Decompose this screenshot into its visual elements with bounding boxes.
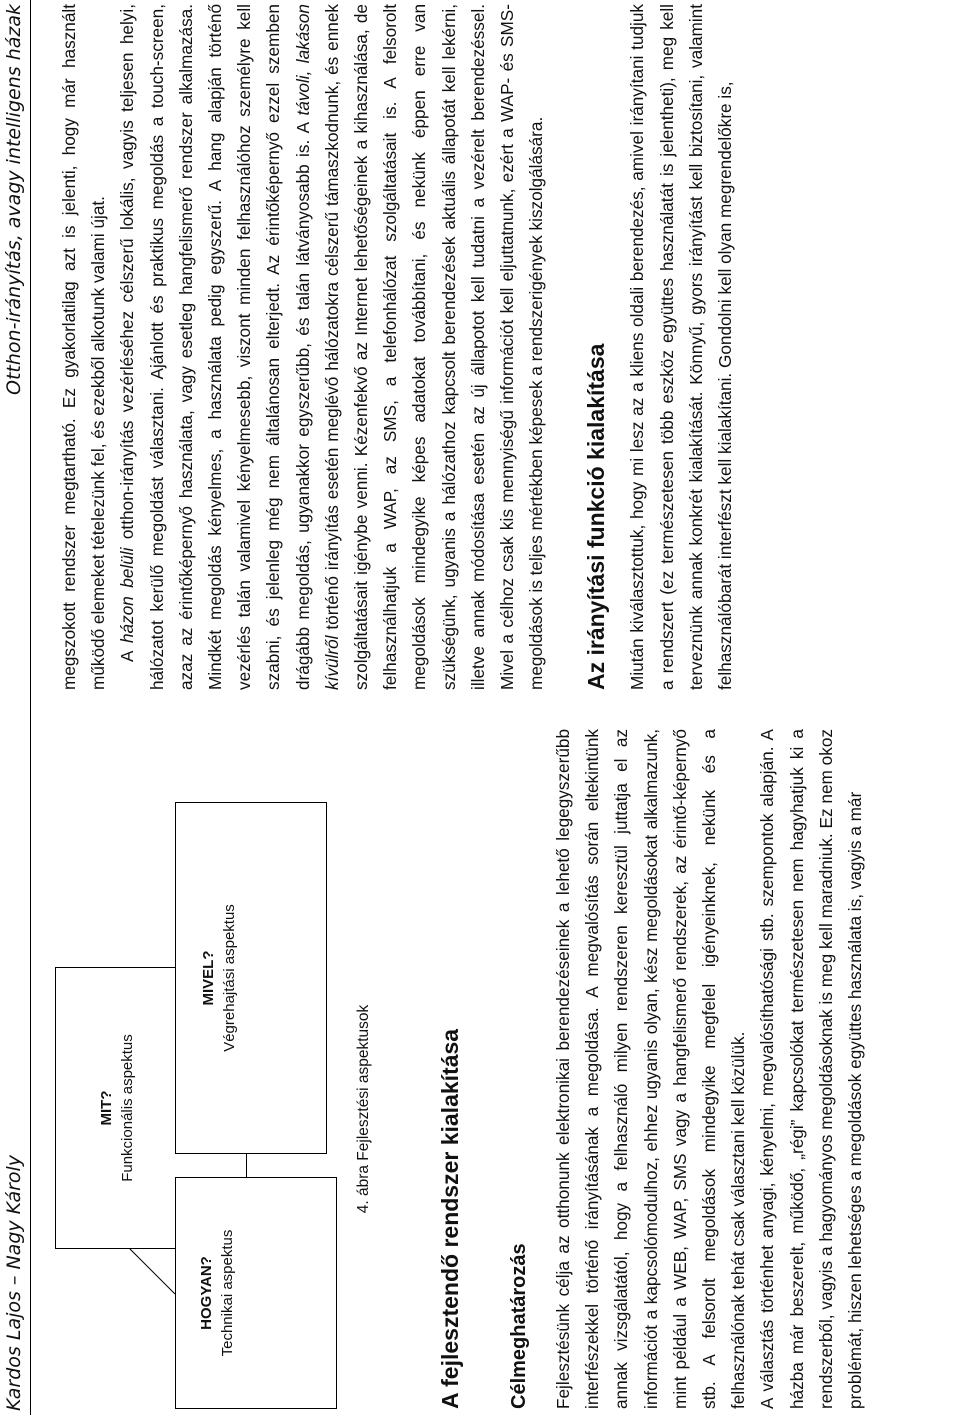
box-mit-title: MIT?	[98, 1090, 115, 1126]
p2-emphasis-2: távoli, lakáson kívülről	[292, 4, 342, 690]
right-paragraph-1: megszokott rendszer megtartható. Ez gyakorlatilag azt is jelenti, hogy már használt működő elemeket tételezünk fel, és ezekből alkotunk valami újat.	[59, 4, 109, 690]
p2-text-c: történő irányítás esetén meglévő hálózatokra célszerű támaszkodnunk, és ennek szolgáltatásait igénybe venni. Kézenfekvő az Internet lehetőségeinek a kihasználása, de felhasználhatjuk a WAP, az SMS, a telefonhálózat szolgáltatásait is. A felsorolt megoldások mindegyike képes adatokat továbbítani, és nekünk éppen erre van szükségünk, ugyanis a hálózathoz kapcsolt berendezések aktuális állapotát kell lekérni, illetve annak módosítása esetén az új állapotot kell tudatni a vezérelt berendezéssel. Mivel a célhoz csak kis mennyiségű információt kell eljuttatnunk, ezért a WAP- és SMS-megoldások is teljes mértékben képesek a rendszerigények kiszolgálására.	[321, 4, 547, 690]
left-paragraph-1: Fejlesztésünk célja az otthonunk elektronikai berendezéseinek a lehető legegyszerűbb interfészekkel történő irányításának a megoldása. A megvalósítás során eltekintünk annak vizsgálatától, hogy a felhasználó milyen rendszeren keresztül juttatja el az információt a kapcsolómodulhoz, ehhez ugyanis olyan, kész megoldásokat alkalmazunk, mint például a WEB, WAP, SMS vagy a hangfelismerő rendszerek, az érintő-képernyő stb. A felsorolt megoldások mindegyike megfelel igényeinknek, nekünk és a felhasználónak tehát csak választani kell közülük.	[553, 729, 749, 1409]
box-mivel	[175, 802, 327, 1154]
right-column	[55, 4, 740, 690]
left-column	[55, 729, 870, 1409]
subsection-heading: Célmeghatározás	[508, 1243, 530, 1409]
right-paragraph-3: Miután kiválasztottuk, hogy mi lesz az a kliens oldali berendezés, amivel irányítani tudjuk a rendszert (ez természetesen több eszköz együttes használatát is jelentheti), meg kell terveznünk annak konkrét kialakítását. Könnyű, gyors irányítást kell biztosítani, valamint felhasználóbarát interfészt kell kialakítani. Gondolni kell olyan megrendelőkre is,	[627, 4, 736, 690]
right-paragraph-2	[113, 4, 551, 690]
box-hogyan-subtitle: Technikai aspektus	[219, 1229, 236, 1357]
page-header	[0, 0, 31, 1415]
box-mit-subtitle: Funkcionális aspektus	[119, 1034, 136, 1182]
box-hogyan-title: HOGYAN?	[198, 1256, 215, 1330]
header-running-title: Otthon-irányítás, avagy intelligens házak	[3, 4, 25, 395]
aspects-diagram	[55, 729, 415, 1409]
section-heading: A fejlesztendő rendszer kialakítása	[437, 1028, 463, 1409]
box-hogyan	[175, 1177, 337, 1409]
right-section-heading: Az irányítási funkció kialakítása	[583, 343, 610, 690]
left-paragraph-2: A választás történhet anyagi, kényelmi, megvalósíthatósági stb. szempontok alapján. A házba már beszerelt, működő, „régi” kapcsolókat természetesen nem hagyhatjuk ki a rendszerből, vagyis a hagyományos megoldásoknak is meg kell maradniuk. Ez nem okoz problémát, hiszen lehetséges a megoldások együttes használata is, vagyis a már	[757, 729, 866, 1409]
box-mivel-subtitle: Végrehajtási aspektus	[221, 904, 238, 1052]
p2-text-a: A	[117, 643, 138, 662]
box-mivel-title: MIVEL?	[200, 950, 217, 1006]
p2-text-b: otthon-irányítás vezérléséhez célszerű lokális, vagyis teljesen helyi, hálózatot kerülő megoldást választani. Ajánlott és praktikus megoldás a touch-screen, azaz az érintőképernyő használata, vagy esetleg hangfelismerő rendszer alkalmazása. Mindkét megoldás kényelmes, a használata pedig egyszerű. A hang alapján történő vezérlés talán valamivel kényelmesebb, viszont minden felhasználóhoz személyre kell szabni, és jelenleg még nem általánosan elterjedt. Az érintőképernyő ezzel szemben drágább megoldás, ugyanakkor egyszerűbb, és talán látványosabb is. A	[117, 4, 313, 690]
header-authors: Kardos Lajos – Nagy Károly	[3, 1154, 25, 1411]
figure-caption: 4. ábra Fejlesztési aspektusok	[355, 1004, 372, 1214]
p2-emphasis-1: házon belüli	[117, 547, 138, 644]
